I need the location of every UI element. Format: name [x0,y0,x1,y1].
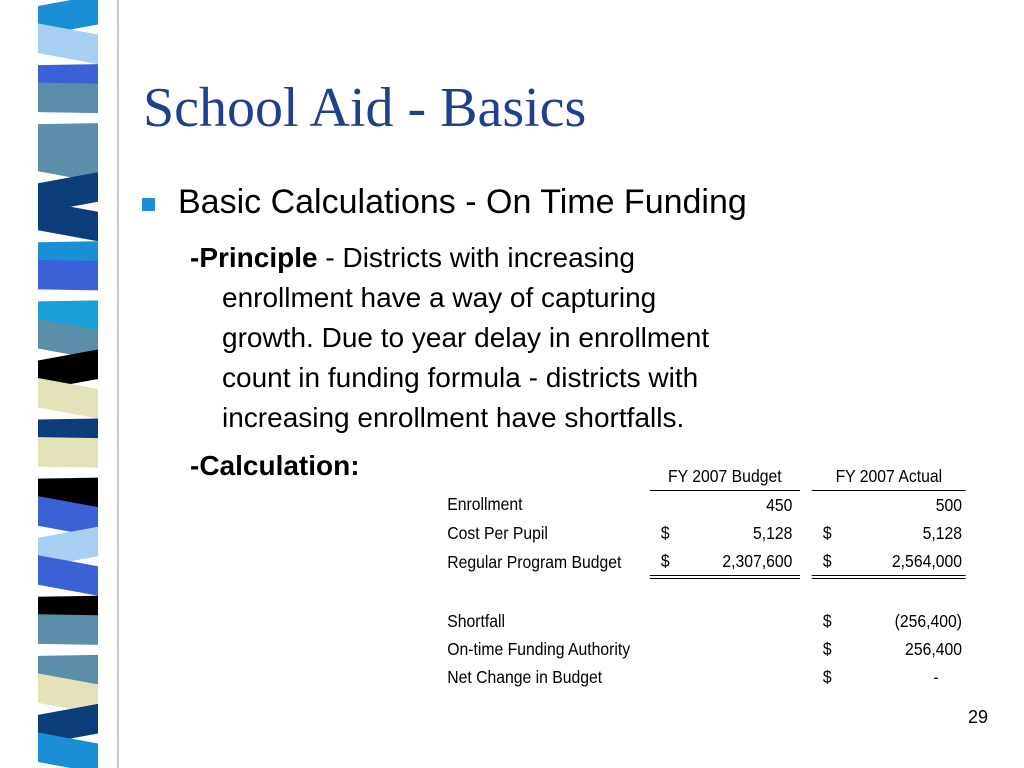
dollar-sign: $ [822,638,832,659]
budget-value: 450 [766,494,793,515]
table-row [440,607,966,635]
dollar-sign: $ [822,666,832,687]
principle-paragraph [190,238,850,438]
table-row [440,491,966,520]
page-number: 29 [967,707,988,727]
dollar-sign: $ [812,547,843,577]
dollar-sign [650,491,682,520]
table-header-row [440,462,966,491]
budget-value: 5,128 [752,522,793,543]
bullet-heading: Basic Calculations - On Time Funding [178,183,747,221]
budget-table [440,462,966,691]
slide-title: School Aid - Basics [143,77,587,139]
row-label: Net Change in Budget [447,666,603,687]
principle-line-5: increasing enrollment have shortfalls. [222,402,685,433]
dollar-sign: $ [822,610,832,631]
dollar-sign [812,491,843,520]
decorative-stripe-pattern [0,0,120,768]
dollar-sign: $ [822,522,832,543]
column-header-actual: FY 2007 Actual [812,462,966,491]
column-header-budget: FY 2007 Budget [650,462,800,491]
principle-line-1 [190,238,850,278]
row-label: On-time Funding Authority [447,638,631,659]
actual-value: (256,400) [894,610,962,631]
table-spacer-row [440,577,966,607]
bullet-square-icon [142,198,155,211]
budget-value: 2,307,600 [682,547,800,577]
actual-value: 500 [935,494,962,515]
stripe-block [38,614,98,645]
dollar-sign: $ [660,522,670,543]
row-label: Enrollment [447,494,523,515]
principle-line-2: enrollment have a way of capturing [222,282,657,313]
calculation-label: -Calculation: [190,450,360,481]
table-row [440,519,966,547]
principle-line-4: count in funding formula - districts with [222,362,699,393]
actual-value: 5,128 [922,522,962,543]
row-label: Shortfall [447,610,505,631]
row-label: Regular Program Budget [447,551,622,572]
actual-value: 2,564,000 [844,547,966,577]
principle-text: - Districts with increasing [317,242,635,273]
stripe-block [38,83,98,114]
actual-value: 256,400 [905,638,962,659]
actual-value: - [933,666,939,687]
principle-label: -Principle [190,242,318,273]
table-row [440,663,966,691]
principle-line-3: growth. Due to year delay in enrollment [222,322,710,353]
stripe-block [38,437,98,468]
row-label: Cost Per Pupil [447,522,548,543]
table-row [440,635,966,663]
table-row-total [440,547,966,577]
dollar-sign: $ [650,547,682,577]
stripe-block [38,260,98,291]
